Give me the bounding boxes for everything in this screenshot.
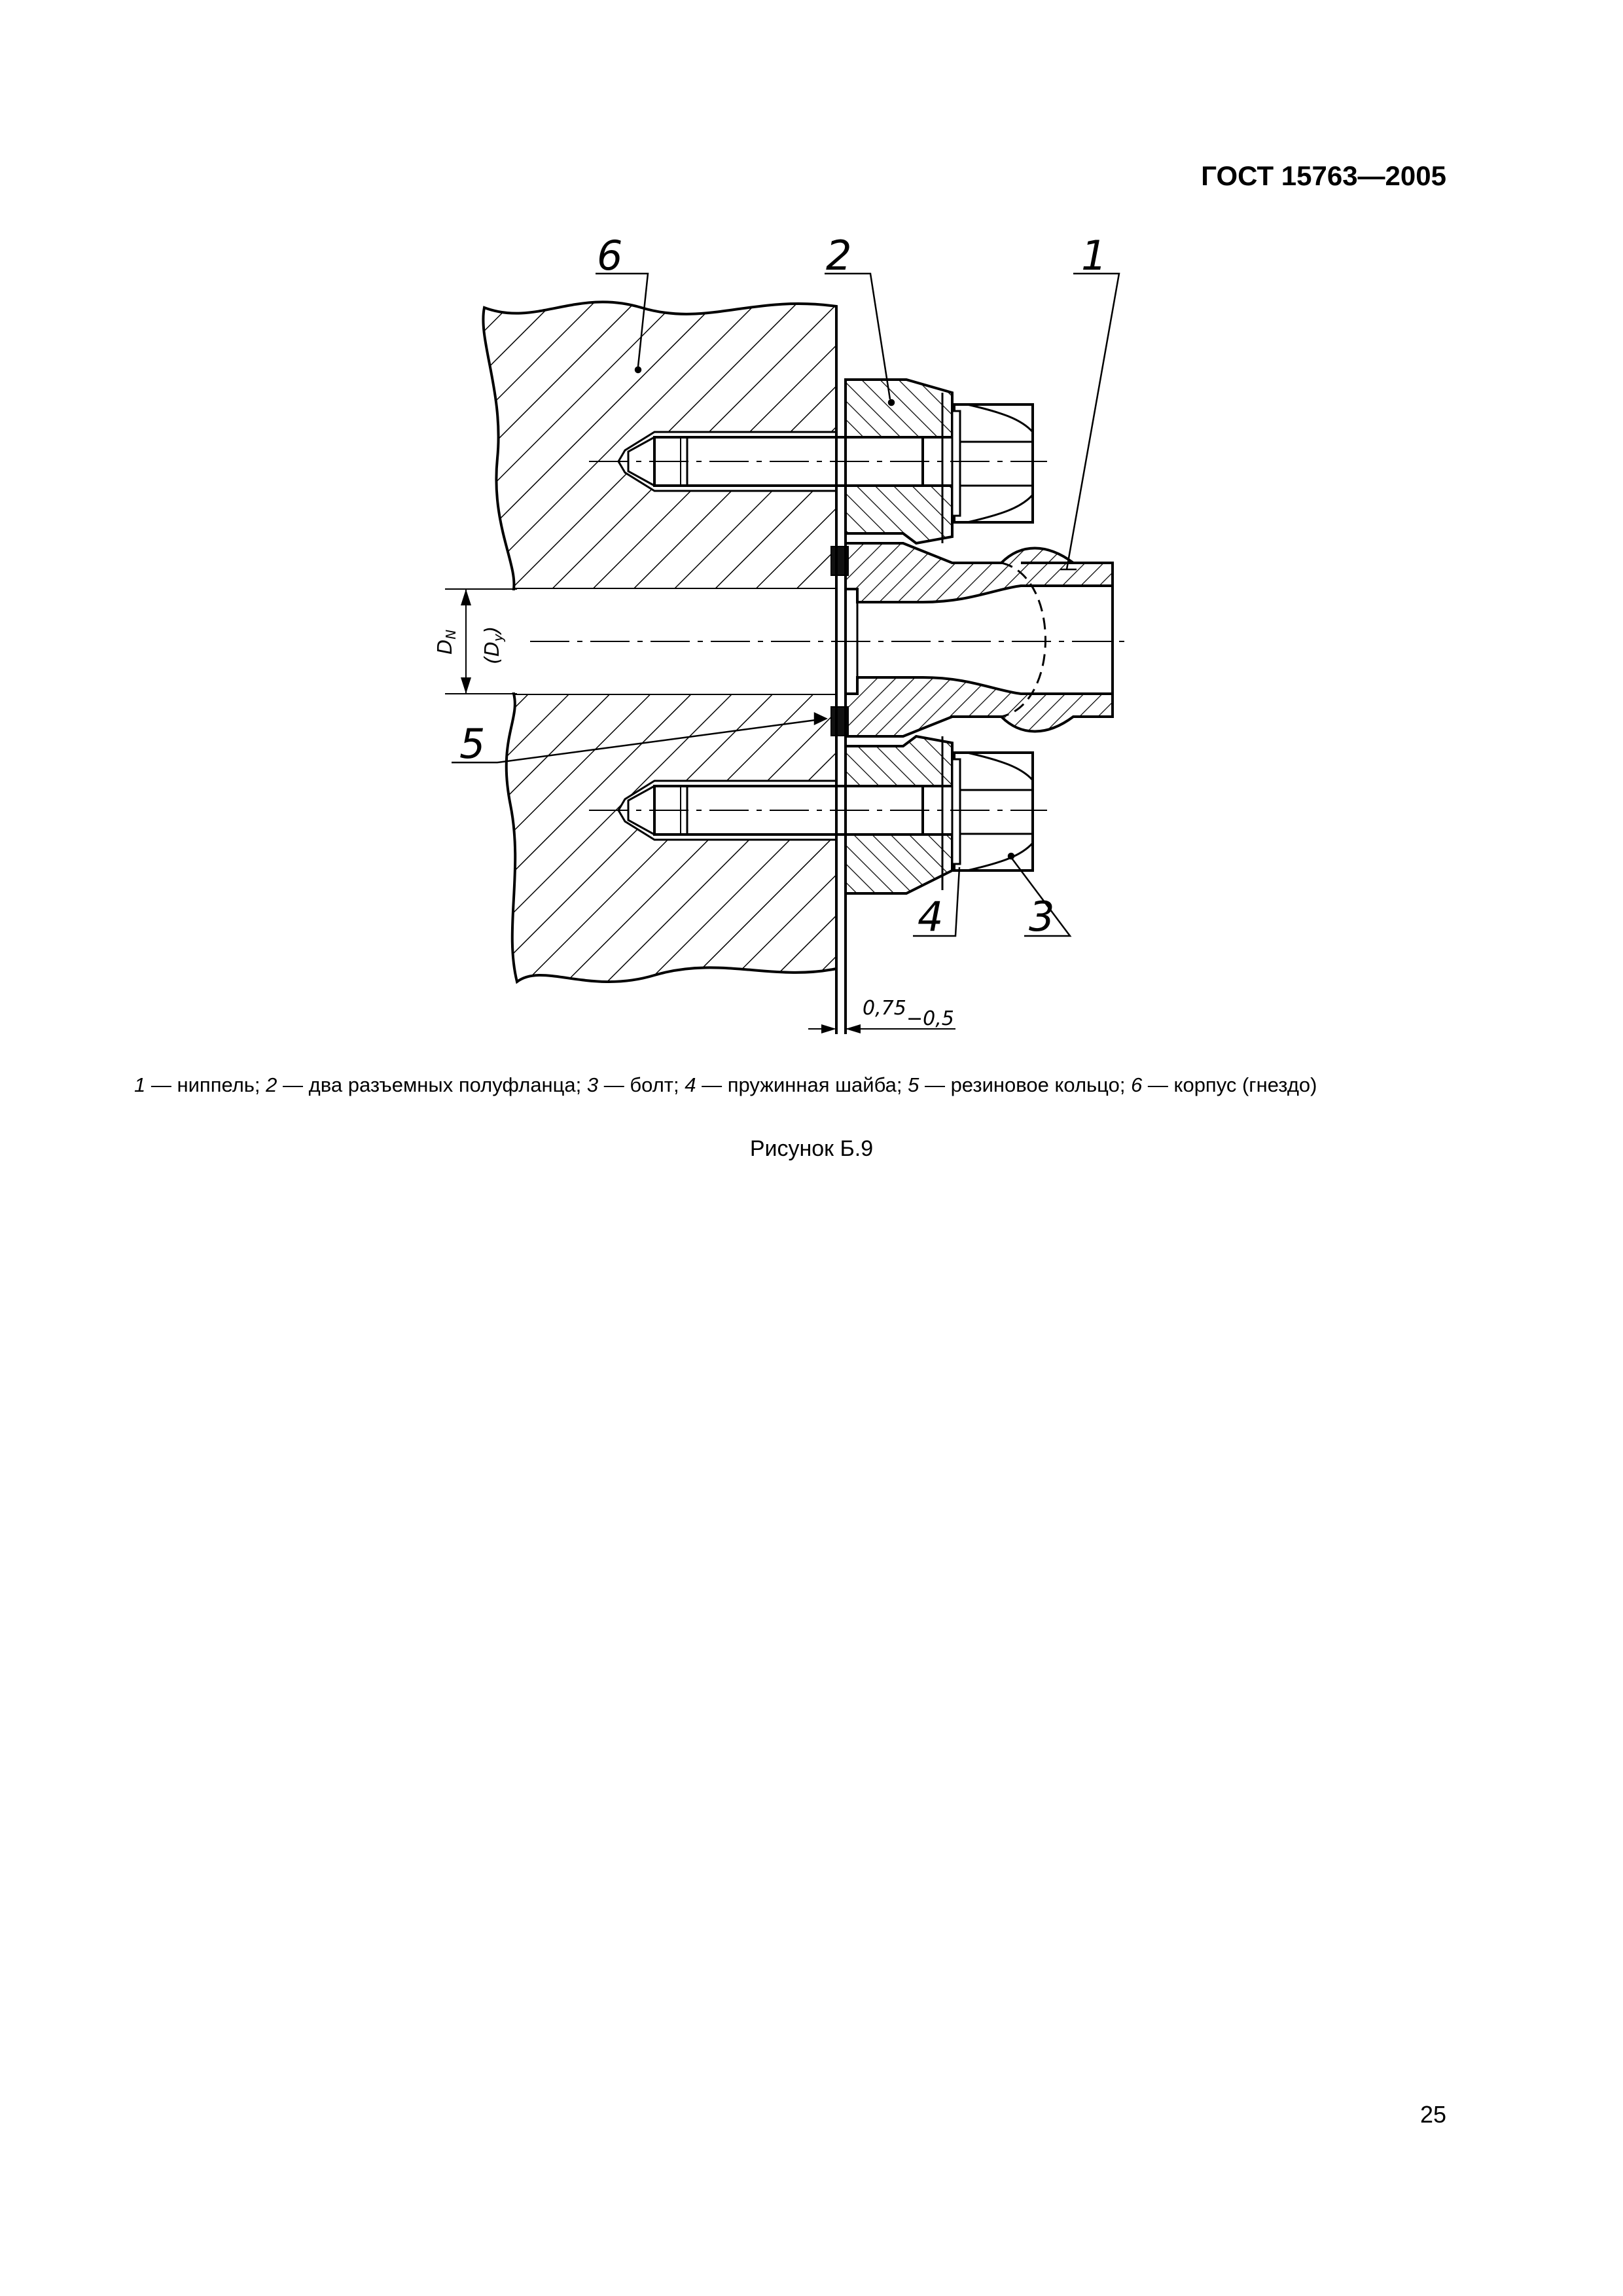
dimension-dy-label: $(D_y)$ xyxy=(481,626,506,664)
legend-num-3: 3 xyxy=(586,1073,599,1096)
legend-text-2: — два разъемных полуфланца; xyxy=(277,1073,587,1096)
standard-header: ГОСТ 15763—2005 xyxy=(1201,160,1446,191)
legend-num-2: 2 xyxy=(266,1073,277,1096)
nipple xyxy=(846,543,1113,736)
callout-2: 2 xyxy=(826,232,852,279)
callout-1: 1 xyxy=(1081,232,1107,279)
callout-6: 6 xyxy=(597,232,623,279)
spring-washer-upper xyxy=(952,411,960,516)
legend-text-1: — ниппель; xyxy=(145,1073,266,1096)
legend-num-6: 6 xyxy=(1131,1073,1143,1096)
technical-drawing xyxy=(0,0,1623,1060)
legend-num-4: 4 xyxy=(685,1073,696,1096)
legend-num-1: 1 xyxy=(134,1073,146,1096)
legend-num-5: 5 xyxy=(908,1073,919,1096)
callout-3: 3 xyxy=(1029,893,1055,941)
gap-tolerance: −0,5 xyxy=(906,1007,954,1030)
legend-text-3: — болт; xyxy=(598,1073,685,1096)
callout-5: 5 xyxy=(459,720,486,768)
dimension-dn-label: $D_N$ xyxy=(434,629,459,655)
callout-4: 4 xyxy=(918,893,944,941)
legend-text-4: — пружинная шайба; xyxy=(696,1073,908,1096)
figure-legend xyxy=(134,1073,1508,1097)
legend-text-6: — корпус (гнездо) xyxy=(1142,1073,1317,1096)
page-number: 25 xyxy=(1419,2101,1446,2128)
dimension-gap xyxy=(808,997,955,1033)
gap-value: 0,75 xyxy=(863,997,906,1020)
figure-caption: Рисунок Б.9 xyxy=(749,1136,874,1161)
spring-washer-lower xyxy=(952,759,960,864)
dimension-dn xyxy=(434,589,517,694)
legend-text-5: — резиновое кольцо; xyxy=(919,1073,1132,1096)
